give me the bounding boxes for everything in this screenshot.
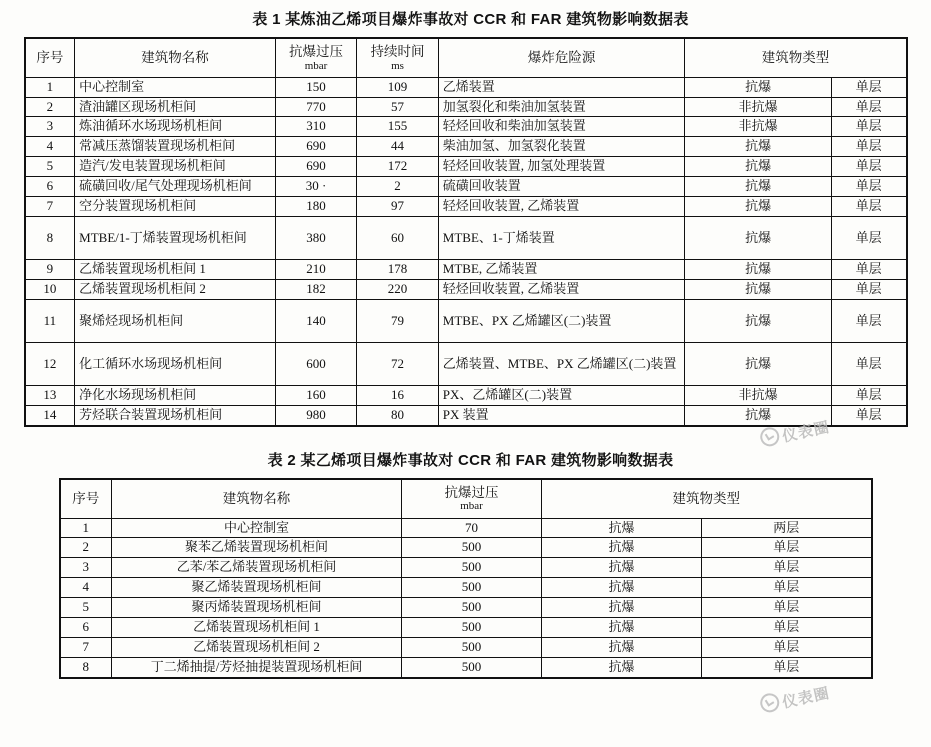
- cell-name: 乙苯/苯乙烯装置现场机柜间: [112, 558, 402, 578]
- cell-source: 轻烃回收和柴油加氢装置: [438, 117, 685, 137]
- cell-no: 1: [60, 518, 112, 538]
- cell-type: 抗爆: [685, 260, 831, 280]
- cell-level: 单层: [702, 598, 872, 618]
- col-header-duration-label: 持续时间: [370, 44, 425, 59]
- col-header-no: 序号: [25, 38, 75, 77]
- cell-duration: 80: [357, 405, 439, 425]
- cell-name: 聚丙烯装置现场机柜间: [112, 598, 402, 618]
- cell-level: 单层: [831, 343, 906, 386]
- cell-name: 中心控制室: [75, 77, 276, 97]
- col-header-pressure-label: 抗爆过压: [289, 44, 344, 59]
- cell-type: 抗爆: [542, 518, 702, 538]
- cell-source: MTBE, 乙烯装置: [438, 260, 685, 280]
- cell-name: 常减压蒸馏装置现场机柜间: [75, 137, 276, 157]
- cell-pressure: 500: [402, 578, 542, 598]
- cell-name: 乙烯装置现场机柜间 2: [75, 280, 276, 300]
- table-row: [60, 578, 872, 598]
- cell-source: 轻烃回收装置, 乙烯装置: [438, 197, 685, 217]
- cell-type: 非抗爆: [685, 386, 831, 406]
- cell-source: 轻烃回收装置, 加氢处理装置: [438, 157, 685, 177]
- cell-source: 加氢裂化和柴油加氢装置: [438, 97, 685, 117]
- col-header-name: 建筑物名称: [75, 38, 276, 77]
- cell-source: 硫磺回收装置: [438, 177, 685, 197]
- table-2: [59, 478, 873, 679]
- table-row: [25, 197, 907, 217]
- cell-level: 单层: [831, 157, 906, 177]
- cell-level: 单层: [831, 260, 906, 280]
- cell-pressure: 150: [275, 77, 357, 97]
- cell-name: 硫磺回收/尾气处理现场机柜间: [75, 177, 276, 197]
- cell-type: 抗爆: [542, 638, 702, 658]
- cell-no: 7: [60, 638, 112, 658]
- cell-no: 1: [25, 77, 75, 97]
- table-row: [25, 117, 907, 137]
- cell-pressure: 30 ·: [275, 177, 357, 197]
- watermark-2: [758, 681, 831, 717]
- cell-duration: 16: [357, 386, 439, 406]
- cell-type: 抗爆: [685, 300, 831, 343]
- col2-header-name: 建筑物名称: [112, 479, 402, 518]
- cell-level: 单层: [831, 97, 906, 117]
- cell-pressure: 182: [275, 280, 357, 300]
- cell-level: 单层: [831, 117, 906, 137]
- cell-type: 抗爆: [685, 177, 831, 197]
- cell-level: 单层: [831, 405, 906, 425]
- cell-level: 单层: [702, 558, 872, 578]
- cell-type: 抗爆: [685, 280, 831, 300]
- col-header-type: 建筑物类型: [685, 38, 907, 77]
- cell-duration: 79: [357, 300, 439, 343]
- col-header-duration: [357, 38, 439, 77]
- cell-level: 单层: [831, 137, 906, 157]
- cell-pressure: 500: [402, 638, 542, 658]
- cell-source: MTBE、1-丁烯装置: [438, 217, 685, 260]
- cell-source: MTBE、PX 乙烯罐区(二)装置: [438, 300, 685, 343]
- cell-duration: 97: [357, 197, 439, 217]
- cell-pressure: 70: [402, 518, 542, 538]
- cell-pressure: 690: [275, 157, 357, 177]
- cell-level: 单层: [831, 280, 906, 300]
- cell-pressure: 500: [402, 658, 542, 678]
- cell-pressure: 380: [275, 217, 357, 260]
- cell-no: 6: [25, 177, 75, 197]
- table-row: [25, 97, 907, 117]
- cell-duration: 178: [357, 260, 439, 280]
- cell-pressure: 770: [275, 97, 357, 117]
- col-header-pressure-unit: mbar: [304, 59, 328, 72]
- cell-name: 渣油罐区现场机柜间: [75, 97, 276, 117]
- cell-duration: 2: [357, 177, 439, 197]
- cell-name: 造汽/发电装置现场机柜间: [75, 157, 276, 177]
- table2-title: 表 2 某乙烯项目爆炸事故对 CCR 和 FAR 建筑物影响数据表: [267, 451, 674, 469]
- table-row: [25, 137, 907, 157]
- cell-type: 抗爆: [685, 343, 831, 386]
- cell-name: 炼油循环水场现场机柜间: [75, 117, 276, 137]
- table1-header-row: [25, 38, 907, 77]
- cell-type: 抗爆: [685, 217, 831, 260]
- cell-source: PX、乙烯罐区(二)装置: [438, 386, 685, 406]
- cell-name: 丁二烯抽提/芳烃抽提装置现场机柜间: [112, 658, 402, 678]
- cell-no: 5: [25, 157, 75, 177]
- cell-pressure: 210: [275, 260, 357, 280]
- cell-no: 6: [60, 618, 112, 638]
- cell-source: 柴油加氢、加氢裂化装置: [438, 137, 685, 157]
- cell-source: PX 装置: [438, 405, 685, 425]
- cell-type: 抗爆: [542, 598, 702, 618]
- cell-duration: 155: [357, 117, 439, 137]
- table-row: [60, 558, 872, 578]
- cell-level: 单层: [831, 77, 906, 97]
- cell-no: 4: [25, 137, 75, 157]
- cell-pressure: 980: [275, 405, 357, 425]
- cell-no: 2: [60, 538, 112, 558]
- cell-name: 乙烯装置现场机柜间 1: [75, 260, 276, 280]
- cell-duration: 109: [357, 77, 439, 97]
- cell-type: 抗爆: [685, 157, 831, 177]
- cell-source: 乙烯装置、MTBE、PX 乙烯罐区(二)装置: [438, 343, 685, 386]
- table-row: [25, 405, 907, 425]
- table-row: [25, 217, 907, 260]
- cell-name: 芳烃联合装置现场机柜间: [75, 405, 276, 425]
- cell-no: 14: [25, 405, 75, 425]
- cell-name: 空分装置现场机柜间: [75, 197, 276, 217]
- cell-no: 13: [25, 386, 75, 406]
- cell-name: 化工循环水场现场机柜间: [75, 343, 276, 386]
- table-1: [24, 37, 908, 427]
- table-row: [60, 638, 872, 658]
- cell-level: 单层: [831, 197, 906, 217]
- col-header-duration-unit: ms: [391, 59, 404, 72]
- col-header-source: 爆炸危险源: [438, 38, 685, 77]
- cell-pressure: 500: [402, 558, 542, 578]
- table-row: [25, 300, 907, 343]
- table-row: [25, 280, 907, 300]
- cell-pressure: 160: [275, 386, 357, 406]
- cell-name: 乙烯装置现场机柜间 1: [112, 618, 402, 638]
- cell-no: 3: [60, 558, 112, 578]
- cell-type: 抗爆: [542, 558, 702, 578]
- cell-pressure: 500: [402, 598, 542, 618]
- cell-type: 抗爆: [542, 618, 702, 638]
- cell-level: 单层: [831, 386, 906, 406]
- table-row: [60, 598, 872, 618]
- cell-level: 单层: [831, 217, 906, 260]
- cell-level: 单层: [831, 177, 906, 197]
- cell-pressure: 690: [275, 137, 357, 157]
- document-page: [0, 8, 931, 747]
- cell-no: 5: [60, 598, 112, 618]
- table-row: [25, 386, 907, 406]
- col2-header-pressure: [402, 479, 542, 518]
- cell-duration: 57: [357, 97, 439, 117]
- cell-name: 中心控制室: [112, 518, 402, 538]
- cell-level: 单层: [702, 538, 872, 558]
- cell-source: 乙烯装置: [438, 77, 685, 97]
- watermark-logo-icon-2: [758, 692, 781, 715]
- cell-source: 轻烃回收装置, 乙烯装置: [438, 280, 685, 300]
- table-row: [60, 618, 872, 638]
- table-row: [25, 157, 907, 177]
- table-row: [60, 658, 872, 678]
- watermark-logo-icon: [758, 426, 781, 449]
- cell-type: 非抗爆: [685, 117, 831, 137]
- table-row: [25, 260, 907, 280]
- cell-no: 10: [25, 280, 75, 300]
- cell-no: 8: [25, 217, 75, 260]
- cell-pressure: 500: [402, 618, 542, 638]
- cell-type: 抗爆: [542, 578, 702, 598]
- cell-type: 抗爆: [685, 405, 831, 425]
- cell-pressure: 140: [275, 300, 357, 343]
- cell-type: 抗爆: [685, 197, 831, 217]
- col2-header-type: 建筑物类型: [542, 479, 872, 518]
- cell-duration: 220: [357, 280, 439, 300]
- cell-no: 8: [60, 658, 112, 678]
- cell-type: 抗爆: [542, 538, 702, 558]
- cell-level: 单层: [702, 618, 872, 638]
- table2-header-row: [60, 479, 872, 518]
- table1-title: 表 1 某炼油乙烯项目爆炸事故对 CCR 和 FAR 建筑物影响数据表: [252, 11, 689, 28]
- col2-header-no: 序号: [60, 479, 112, 518]
- cell-duration: 72: [357, 343, 439, 386]
- cell-name: 聚烯烃现场机柜间: [75, 300, 276, 343]
- watermark-1-text: 仪表圈: [780, 418, 832, 446]
- cell-level: 单层: [831, 300, 906, 343]
- table-row: [25, 343, 907, 386]
- col2-header-pressure-label: 抗爆过压: [444, 484, 499, 500]
- cell-type: 抗爆: [685, 77, 831, 97]
- cell-pressure: 500: [402, 538, 542, 558]
- cell-no: 4: [60, 578, 112, 598]
- table-row: [25, 177, 907, 197]
- cell-type: 抗爆: [542, 658, 702, 678]
- cell-no: 2: [25, 97, 75, 117]
- cell-no: 12: [25, 343, 75, 386]
- cell-pressure: 600: [275, 343, 357, 386]
- cell-pressure: 310: [275, 117, 357, 137]
- cell-level: 单层: [702, 638, 872, 658]
- cell-type: 非抗爆: [685, 97, 831, 117]
- cell-level: 单层: [702, 658, 872, 678]
- table-row: [60, 518, 872, 538]
- cell-duration: 44: [357, 137, 439, 157]
- cell-no: 11: [25, 300, 75, 343]
- cell-level: 单层: [702, 578, 872, 598]
- cell-no: 3: [25, 117, 75, 137]
- cell-duration: 60: [357, 217, 439, 260]
- cell-name: 净化水场现场机柜间: [75, 386, 276, 406]
- cell-no: 7: [25, 197, 75, 217]
- cell-name: 乙烯装置现场机柜间 2: [112, 638, 402, 658]
- table-row: [60, 538, 872, 558]
- cell-no: 9: [25, 260, 75, 280]
- cell-duration: 172: [357, 157, 439, 177]
- cell-type: 抗爆: [685, 137, 831, 157]
- col-header-pressure: [275, 38, 357, 77]
- cell-pressure: 180: [275, 197, 357, 217]
- watermark-2-text: 仪表圈: [780, 684, 832, 712]
- cell-name: MTBE/1-丁烯装置现场机柜间: [75, 217, 276, 260]
- cell-name: 聚乙烯装置现场机柜间: [112, 578, 402, 598]
- table-row: [25, 77, 907, 97]
- cell-name: 聚苯乙烯装置现场机柜间: [112, 538, 402, 558]
- col2-header-pressure-unit: mbar: [460, 500, 483, 513]
- cell-level: 两层: [702, 518, 872, 538]
